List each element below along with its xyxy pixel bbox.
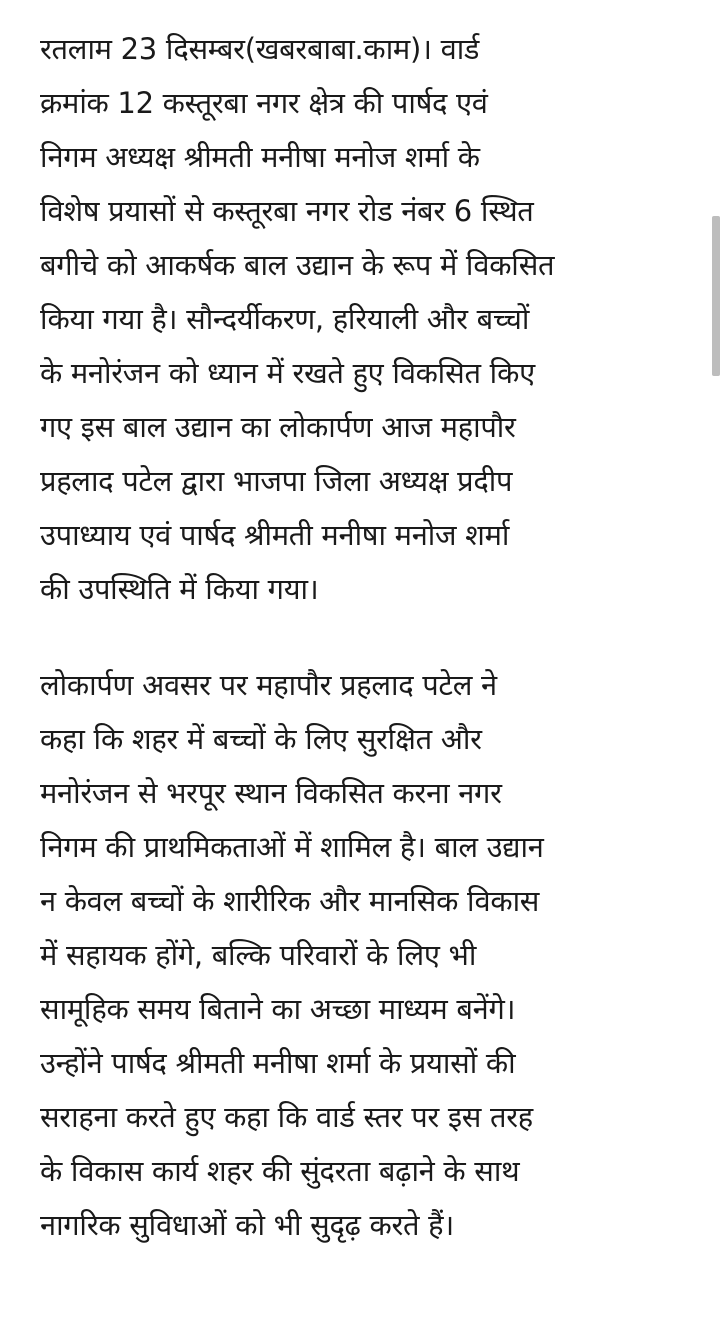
paragraph-line: नागरिक सुविधाओं को भी सुदृढ़ करते हैं। [40, 1208, 454, 1242]
paragraph-spacer [40, 616, 680, 658]
paragraph-line: गए इस बाल उद्यान का लोकार्पण आज महापौर [40, 410, 516, 444]
paragraph-line: बगीचे को आकर्षक बाल उद्यान के रूप में विकसित [40, 248, 555, 282]
paragraph-line: मनोरंजन से भरपूर स्थान विकसित करना नगर [40, 776, 502, 810]
article-body [40, 22, 680, 1252]
paragraph-line: उपाध्याय एवं पार्षद श्रीमती मनीषा मनोज शर्मा [40, 518, 510, 552]
paragraph-line: निगम अध्यक्ष श्रीमती मनीषा मनोज शर्मा के [40, 140, 480, 174]
paragraph-line: उन्होंने पार्षद श्रीमती मनीषा शर्मा के प्रयासों की [40, 1046, 516, 1080]
paragraph-line: सराहना करते हुए कहा कि वार्ड स्तर पर इस तरह [40, 1100, 533, 1134]
scrollbar-thumb[interactable] [712, 216, 720, 376]
paragraph-line: प्रहलाद पटेल द्वारा भाजपा जिला अध्यक्ष प्रदीप [40, 464, 513, 498]
paragraph-line: के मनोरंजन को ध्यान में रखते हुए विकसित किए [40, 356, 535, 390]
paragraph-line: किया गया है। सौन्दर्यीकरण, हरियाली और बच्चों [40, 302, 530, 336]
paragraph-line: क्रमांक 12 कस्तूरबा नगर क्षेत्र की पार्षद एवं [40, 86, 488, 120]
paragraph-line: के विकास कार्य शहर की सुंदरता बढ़ाने के साथ [40, 1154, 520, 1188]
paragraph-line: में सहायक होंगे, बल्कि परिवारों के लिए भी [40, 938, 477, 972]
paragraph-line: विशेष प्रयासों से कस्तूरबा नगर रोड नंबर 6 स्थित [40, 194, 534, 228]
paragraph-line: कहा कि शहर में बच्चों के लिए सुरक्षित और [40, 722, 482, 756]
paragraph-line: की उपस्थिति में किया गया। [40, 572, 319, 606]
paragraph-line: सामूहिक समय बिताने का अच्छा माध्यम बनेंगे। [40, 992, 516, 1026]
paragraph-line: रतलाम 23 दिसम्बर(खबरबाबा.काम)। वार्ड [40, 32, 480, 66]
article-paragraph-2 [40, 658, 680, 1252]
paragraph-line: न केवल बच्चों के शारीरिक और मानसिक विकास [40, 884, 540, 918]
paragraph-line: लोकार्पण अवसर पर महापौर प्रहलाद पटेल ने [40, 668, 497, 702]
paragraph-line: निगम की प्राथमिकताओं में शामिल है। बाल उद्यान [40, 830, 544, 864]
article-paragraph-1 [40, 22, 680, 616]
